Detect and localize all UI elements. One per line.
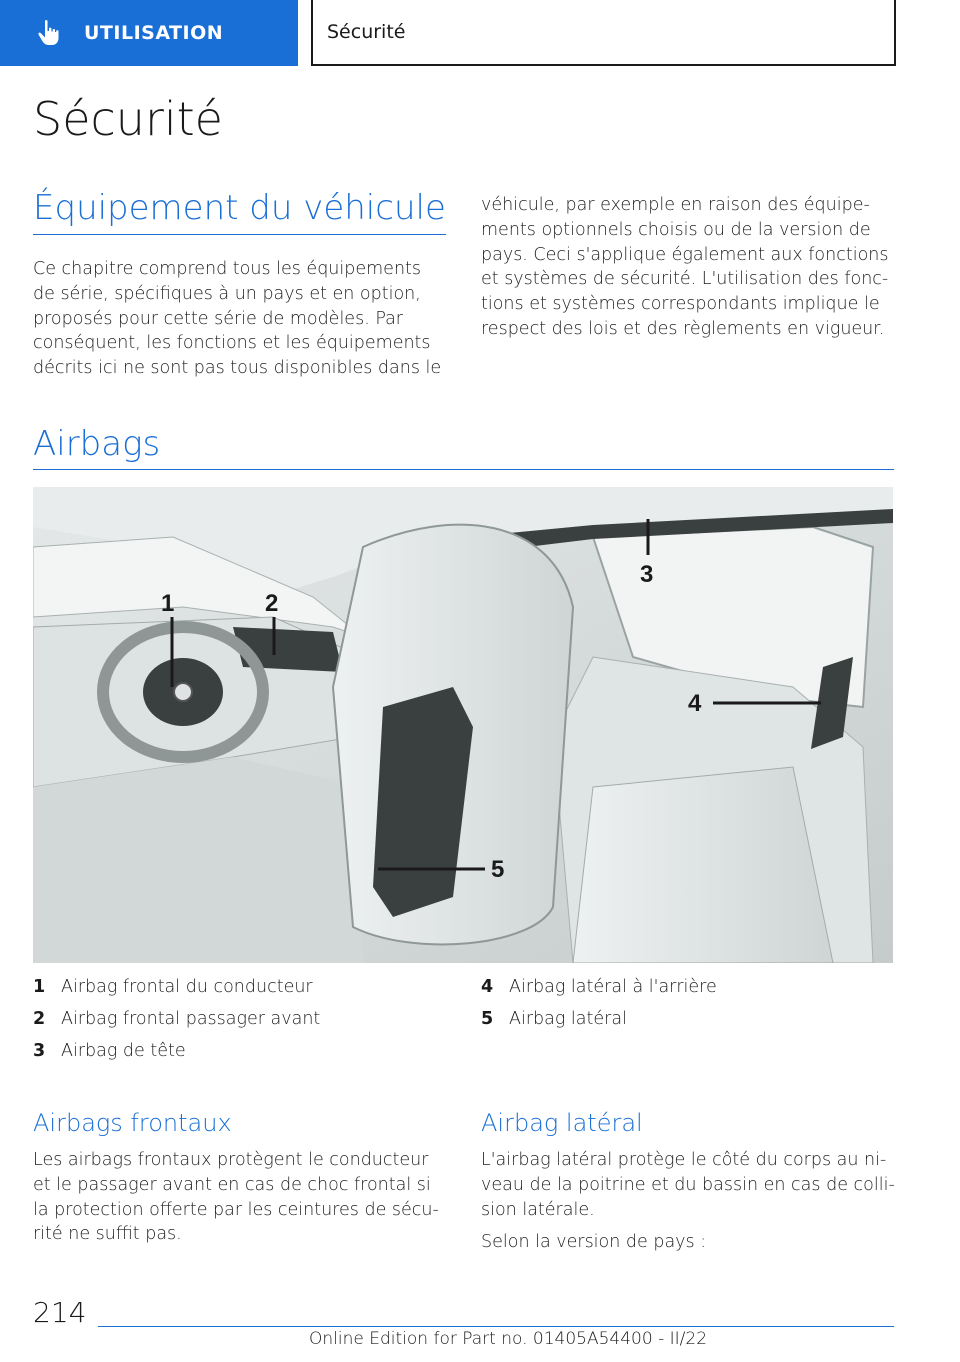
vehicle-equipment-text-left [33, 257, 441, 381]
legend-label: Airbag latéral à l'arrière [509, 977, 717, 997]
heading-rule [33, 234, 446, 235]
text-line: et systèmes de sécurité. L'utilisation des fonc- [481, 269, 889, 290]
text-line: respect des lois et des règlements en vigueur. [481, 318, 885, 339]
legend-number: 1 [33, 977, 46, 997]
text-line: de série, spécifiques à un pays et en option, [33, 283, 421, 304]
legend-number: 3 [33, 1041, 46, 1061]
page-number: 214 [33, 1296, 87, 1329]
legend-label: Airbag frontal du conducteur [61, 977, 313, 997]
text-line: veau de la poitrine et du bassin en cas de colli- [481, 1174, 895, 1195]
legend-label: Airbag de tête [61, 1041, 186, 1061]
callout-5: 5 [491, 856, 505, 883]
legend-number: 4 [481, 977, 494, 997]
chapter-tab[interactable] [311, 0, 896, 66]
text-line: rité ne suffit pas. [33, 1224, 182, 1245]
section-tab[interactable] [0, 0, 298, 66]
edition-footer: Online Edition for Part no. 01405A54400 - II/22 [309, 1329, 708, 1349]
airbag-legend-right [481, 971, 717, 1035]
legend-label: Airbag latéral [509, 1009, 627, 1029]
callout-1: 1 [161, 590, 175, 617]
text-line: Selon la version de pays : [481, 1232, 707, 1252]
text-line: tions et systèmes correspondants implique le [481, 294, 880, 315]
text-line: L'airbag latéral protège le côté du corps au ni- [481, 1150, 887, 1170]
airbags-heading: Airbags [33, 424, 161, 464]
callout-2: 2 [265, 590, 279, 617]
vehicle-equipment-text-right [481, 193, 889, 342]
side-airbag-heading: Airbag latéral [481, 1109, 643, 1137]
text-line: conséquent, les fonctions et les équipements [33, 333, 431, 354]
page-title: Sécurité [33, 92, 223, 146]
vehicle-equipment-heading: Équipement du véhicule [33, 188, 446, 228]
text-line: et le passager avant en cas de choc frontal si [33, 1174, 431, 1195]
legend-item [33, 1035, 320, 1067]
callout-4: 4 [688, 690, 702, 717]
legend-label: Airbag frontal passager avant [61, 1009, 321, 1029]
legend-number: 5 [481, 1009, 494, 1029]
text-line: la protection offerte par les ceintures de sécu- [33, 1199, 439, 1220]
text-line: véhicule, par exemple en raison des équipe- [481, 195, 870, 215]
legend-item [33, 1003, 320, 1035]
legend-item [481, 1003, 717, 1035]
legend-number: 2 [33, 1009, 46, 1029]
airbag-legend-left [33, 971, 320, 1067]
hand-pointer-icon [36, 19, 62, 47]
text-line: ments optionnels choisis ou de la version de [481, 219, 871, 240]
text-line: Les airbags frontaux protègent le conducteur [33, 1150, 429, 1170]
text-line: sion latérale. [481, 1199, 595, 1220]
chapter-label: Sécurité [327, 21, 406, 43]
text-line: pays. Ceci s'applique également aux fonctions [481, 244, 889, 265]
side-airbag-note [481, 1230, 706, 1255]
side-airbag-text [481, 1148, 895, 1222]
footer-rule [98, 1326, 894, 1327]
legend-item [481, 971, 717, 1003]
front-airbags-text [33, 1148, 439, 1247]
airbag-location-illustration [33, 487, 893, 963]
text-line: Ce chapitre comprend tous les équipements [33, 259, 422, 279]
section-label: UTILISATION [84, 22, 224, 44]
heading-rule [33, 469, 894, 470]
callout-3: 3 [640, 561, 654, 588]
text-line: proposés pour cette série de modèles. Par [33, 308, 404, 329]
front-airbags-heading: Airbags frontaux [33, 1109, 232, 1137]
car-interior-drawing [33, 487, 893, 963]
legend-item [33, 971, 320, 1003]
text-line: décrits ici ne sont pas tous disponibles dans le [33, 358, 442, 379]
